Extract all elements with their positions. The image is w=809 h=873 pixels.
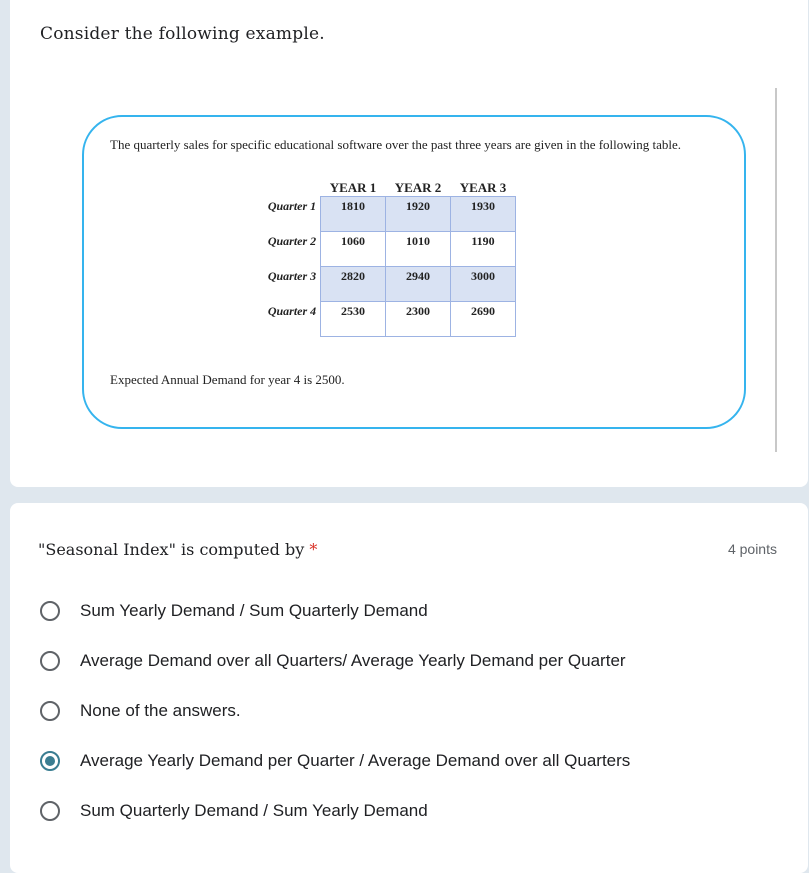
image-intro-text: The quarterly sales for specific educational software over the past three years are given in the following table. xyxy=(110,137,682,152)
option-3[interactable] xyxy=(40,701,241,721)
option-5[interactable] xyxy=(40,801,428,821)
row-label: Quarter 3 xyxy=(267,268,317,283)
radio-selected-icon[interactable] xyxy=(40,751,60,771)
points-label: 4 points xyxy=(727,541,777,557)
question-text: "Seasonal Index" is computed by xyxy=(38,540,305,559)
col-header: YEAR 1 xyxy=(329,180,377,195)
radio-icon[interactable] xyxy=(40,601,60,621)
row-label: Quarter 2 xyxy=(267,233,317,248)
col-header: YEAR 3 xyxy=(459,180,507,195)
table-row xyxy=(264,302,516,337)
table-row xyxy=(264,232,516,267)
option-label: Average Yearly Demand per Quarter / Average Demand over all Quarters xyxy=(80,751,631,770)
sales-table xyxy=(264,180,516,337)
option-2[interactable] xyxy=(40,651,626,671)
table-cell: 3000 xyxy=(451,267,516,302)
table-row xyxy=(264,267,516,302)
radio-icon[interactable] xyxy=(40,651,60,671)
option-label: Average Demand over all Quarters/ Average Yearly Demand per Quarter xyxy=(80,651,626,670)
option-4[interactable] xyxy=(40,751,630,771)
radio-icon[interactable] xyxy=(40,801,60,821)
radio-icon[interactable] xyxy=(40,701,60,721)
example-image xyxy=(82,115,746,429)
row-label: Quarter 1 xyxy=(267,198,317,213)
table-cell: 1010 xyxy=(386,232,451,267)
row-label: Quarter 4 xyxy=(267,303,317,318)
option-label: Sum Yearly Demand / Sum Quarterly Demand xyxy=(80,601,428,620)
table-cell: 2690 xyxy=(451,302,516,337)
table-cell: 1920 xyxy=(386,197,451,232)
table-cell: 1810 xyxy=(321,197,386,232)
table-row xyxy=(264,197,516,232)
table-cell: 1930 xyxy=(451,197,516,232)
table-cell: 2530 xyxy=(321,302,386,337)
col-header: YEAR 2 xyxy=(394,180,442,195)
table-cell: 1190 xyxy=(451,232,516,267)
option-label: None of the answers. xyxy=(80,701,241,720)
divider xyxy=(775,88,777,452)
table-cell: 2820 xyxy=(321,267,386,302)
table-cell: 1060 xyxy=(321,232,386,267)
table-cell: 2300 xyxy=(386,302,451,337)
required-mark: * xyxy=(309,540,318,559)
section-title: Consider the following example. xyxy=(40,24,325,44)
option-label: Sum Quarterly Demand / Sum Yearly Demand xyxy=(80,801,428,820)
option-1[interactable] xyxy=(40,601,428,621)
expected-demand-text: Expected Annual Demand for year 4 is 2500. xyxy=(110,372,345,387)
question-title xyxy=(38,540,317,559)
intro-card xyxy=(10,0,808,487)
table-cell: 2940 xyxy=(386,267,451,302)
question-card xyxy=(10,503,808,873)
